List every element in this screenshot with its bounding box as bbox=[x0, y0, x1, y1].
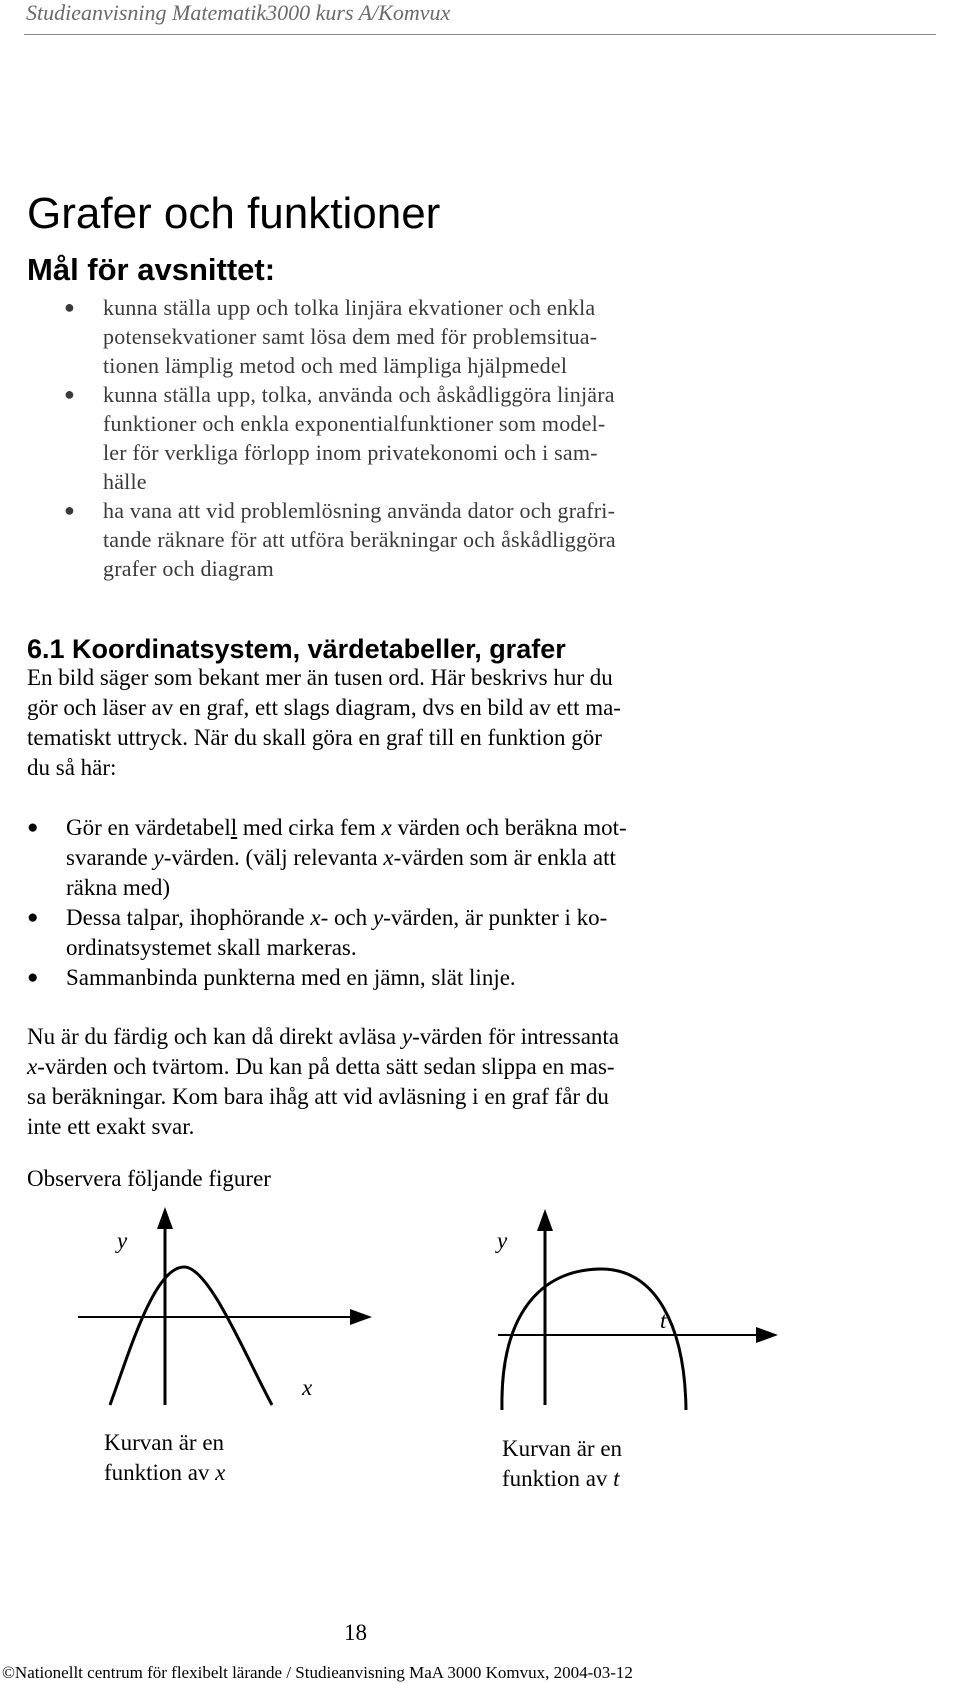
goal-line: tande räknare för att utföra beräkningar och åskådliggöra bbox=[103, 527, 616, 552]
conclusion-paragraph bbox=[27, 1022, 619, 1142]
figure-right-graph bbox=[480, 1205, 800, 1415]
page-number: 18 bbox=[344, 1620, 367, 1645]
intro-line: En bild säger som bekant mer än tusen ord. Här beskrivs hur du bbox=[27, 665, 613, 690]
goal-line: ha vana att vid problemlösning använda dator och grafri- bbox=[103, 498, 616, 523]
x-axis-arrow-icon bbox=[350, 1309, 372, 1325]
conclusion-line: x-värden och tvärtom. Du kan på detta sätt sedan slippa en mas- bbox=[27, 1054, 615, 1079]
goal-item bbox=[0, 496, 960, 583]
y-axis-label-left: y bbox=[117, 1228, 128, 1253]
goal-item bbox=[0, 380, 960, 496]
bullet-icon: ● bbox=[27, 967, 39, 988]
goal-line: tionen lämplig metod och med lämpliga hjälpmedel bbox=[103, 353, 568, 378]
observe-text: Observera följande figurer bbox=[27, 1166, 271, 1191]
conclusion-line: Nu är du färdig och kan då direkt avläsa y-värden för intressanta bbox=[27, 1024, 620, 1049]
conclusion-line: inte ett exakt svar. bbox=[27, 1114, 195, 1139]
goals-list bbox=[0, 293, 960, 583]
bullet-icon: ● bbox=[27, 907, 39, 928]
curve-left bbox=[110, 1267, 272, 1405]
y-axis-label-right: y bbox=[497, 1228, 508, 1253]
goal-line: grafer och diagram bbox=[103, 556, 274, 581]
figure-left-graph bbox=[60, 1205, 380, 1415]
intro-paragraph bbox=[27, 663, 621, 783]
intro-line: du så här: bbox=[27, 755, 117, 780]
step-line: ordinatsystemet skall markeras. bbox=[66, 935, 357, 960]
goal-line: hälle bbox=[103, 469, 147, 494]
caption-line: funktion av x bbox=[104, 1460, 226, 1485]
steps-list bbox=[0, 813, 627, 993]
bullet-icon: ● bbox=[64, 297, 76, 317]
y-axis-arrow-icon bbox=[157, 1207, 173, 1229]
step-item bbox=[0, 903, 627, 963]
y-axis-arrow-icon bbox=[537, 1209, 553, 1231]
step-item bbox=[0, 813, 627, 903]
goal-line: funktioner och enkla exponentialfunktioner som model- bbox=[103, 411, 606, 436]
conclusion-line: sa beräkningar. Kom bara ihåg att vid avläsning i en graf får du bbox=[27, 1084, 609, 1109]
goals-heading: Mål för avsnittet: bbox=[27, 252, 276, 287]
step-line: Gör en värdetabell med cirka fem x värden och beräkna mot- bbox=[66, 815, 627, 840]
step-line: Dessa talpar, ihophörande x- och y-värden, är punkter i ko- bbox=[66, 905, 608, 930]
x-axis-label-left: x bbox=[302, 1375, 313, 1400]
intro-line: tematiskt uttryck. När du skall göra en graf till en funktion gör bbox=[27, 725, 602, 750]
curve-right bbox=[502, 1269, 686, 1410]
goal-item bbox=[0, 293, 960, 380]
t-axis-arrow-icon bbox=[756, 1327, 778, 1343]
bullet-icon: ● bbox=[64, 384, 76, 404]
bullet-icon: ● bbox=[64, 500, 76, 520]
running-header: Studieanvisning Matematik3000 kurs A/Komvux bbox=[26, 0, 451, 25]
header-rule bbox=[24, 34, 936, 35]
step-line: svarande y-värden. (välj relevanta x-värden som är enkla att bbox=[66, 845, 616, 870]
bullet-icon: ● bbox=[27, 817, 39, 838]
caption-line: Kurvan är en bbox=[104, 1430, 225, 1455]
intro-line: gör och läser av en graf, ett slags diagram, dvs en bild av ett ma- bbox=[27, 695, 621, 720]
step-line: räkna med) bbox=[66, 875, 171, 900]
goal-line: ler för verkliga förlopp inom privatekonomi och i sam- bbox=[103, 440, 598, 465]
goal-line: kunna ställa upp och tolka linjära ekvationer och enkla bbox=[103, 295, 596, 320]
caption-right bbox=[502, 1434, 622, 1494]
section-heading: 6.1 Koordinatsystem, värdetabeller, grafer bbox=[27, 634, 566, 664]
chapter-title: Grafer och funktioner bbox=[27, 189, 441, 239]
caption-line: Kurvan är en bbox=[502, 1436, 623, 1461]
step-line: Sammanbinda punkterna med en jämn, slät linje. bbox=[66, 965, 516, 990]
footer-copyright: ©Nationellt centrum för flexibelt lärande / Studieanvisning MaA 3000 Komvux, 2004-03-12 bbox=[2, 1663, 633, 1682]
t-axis-label-right: t bbox=[660, 1308, 667, 1333]
step-item bbox=[0, 963, 627, 993]
caption-line: funktion av t bbox=[502, 1466, 620, 1491]
caption-left bbox=[104, 1428, 225, 1488]
goal-line: kunna ställa upp, tolka, använda och åskådliggöra linjära bbox=[103, 382, 615, 407]
goal-line: potensekvationer samt lösa dem med för problemsitua- bbox=[103, 324, 598, 349]
